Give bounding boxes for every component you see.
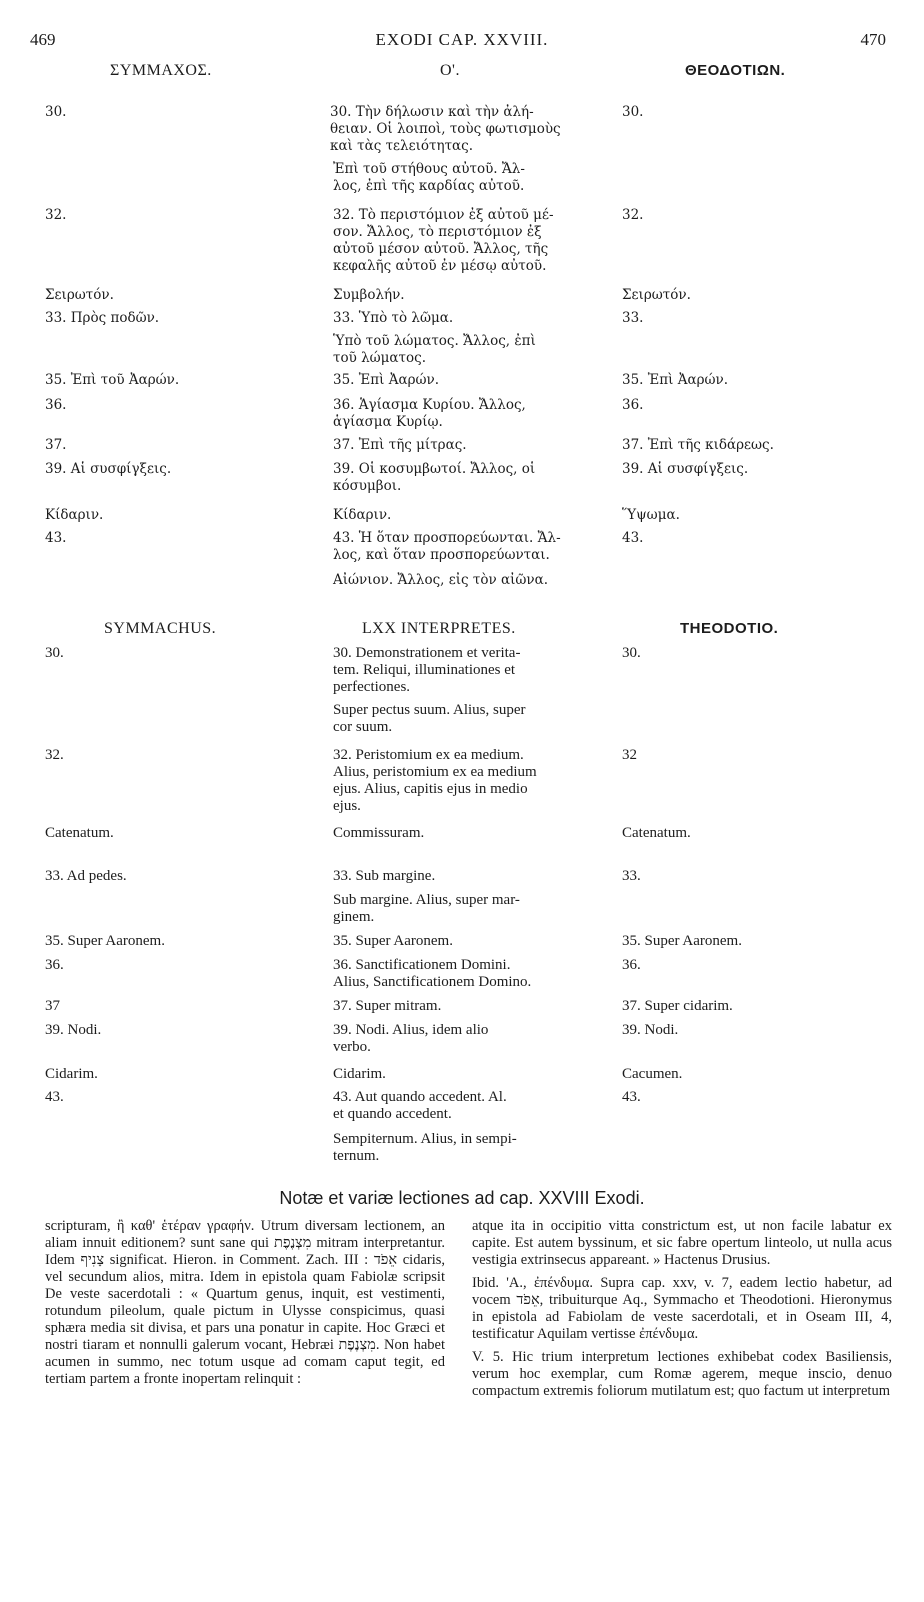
latin-sym-entry: 43. [45,1089,64,1105]
latin-lxx-entry: 32. Peristomium ex ea medium. Alius, peristomium ex ea medium ejus. Alius, capitis ejus in medio ejus. [333,747,537,814]
latin-symmachus-heading: SYMMACHUS. [104,620,217,637]
latin-lxx-entry: 35. Super Aaronem. [333,933,453,949]
greek-lxx-entry: Συμβολήν. [333,287,405,303]
greek-symmachus-heading: ΣΥΜΜΑΧΟΣ. [110,62,212,79]
page-number-left: 469 [30,30,56,49]
latin-lxx-entry: 43. Aut quando accedent. Al. et quando accedent. [333,1089,507,1122]
latin-sym-entry: 30. [45,645,64,661]
greek-sym-entry: 39. Αἱ συσφίγξεις. [45,461,172,477]
latin-lxx-entry: 36. Sanctificationem Domini. Alius, Sanctificationem Domino. [333,957,532,990]
notes-title: Notæ et variæ lectiones ad cap. XXVIII Exodi. [279,1188,645,1208]
greek-theo-entry: Σειρωτόν. [622,287,691,303]
latin-sym-entry: 39. Nodi. [45,1022,102,1038]
latin-lxx-entry: Cidarim. [333,1066,386,1082]
latin-sym-entry: Catenatum. [45,825,114,841]
latin-theo-entry: 39. Nodi. [622,1022,679,1038]
latin-sym-entry: Cidarim. [45,1066,98,1082]
notes-paragraph: atque ita in occipitio vitta constrictum est, ut non facile labatur ex capite. Est autem byssinum, et sic fabre opertum linteolo, ut nulla acus vestigia extrinsecus appareant. » Hactenus Drusius. [472,1218,892,1268]
greek-theo-entry: 35. Ἐπὶ Ἀαρών. [622,372,729,388]
greek-lxx-entry: Κίδαριν. [333,507,392,523]
notes-paragraph: Ibid. 'A., ἐπένδυμα. Supra cap. xxv, v. 7, eadem lectio habetur, ad vocem אֵפֹד, tribuiturque Aq., Symmacho et Theodotioni. Hieronymus in epistola ad Fabiolam de veste sacerdotali, et in Oseam III, 4, testificatur Aquilam vertisse ἐπένδυμα. [472,1275,892,1342]
latin-theo-entry: Catenatum. [622,825,691,841]
greek-lxx-entry: 35. Ἐπὶ Ἀαρών. [333,372,440,388]
latin-theo-entry: 36. [622,957,641,973]
greek-lxx-entry: 39. Οἱ κοσυμβωτοί. Ἄλλος, οἱ κόσυμβοι. [333,461,536,494]
notes-right-column [472,1218,892,1406]
latin-lxx-entry: Super pectus suum. Alius, super cor suum. [333,702,526,735]
greek-sym-entry: 43. [45,530,67,546]
latin-lxx-entry: 39. Nodi. Alius, idem alio verbo. [333,1022,489,1055]
greek-sym-entry: 30. [45,104,67,120]
latin-sym-entry: 33. Ad pedes. [45,868,127,884]
greek-theo-entry: 36. [622,397,644,413]
latin-lxx-entry: 33. Sub margine. [333,868,436,884]
latin-sym-entry: 32. [45,747,64,763]
latin-sym-entry: 36. [45,957,64,973]
greek-sym-entry: 32. [45,207,67,223]
notes-paragraph: V. 5. Hic trium interpretum lectiones exhibebat codex Basiliensis, verum hoc exemplar, cum Romæ agerem, meque inscio, denuo compactum extremis foliorum mutilatum est; quo factum ut interpretum [472,1349,892,1399]
latin-lxx-heading: LXX INTERPRETES. [362,620,516,637]
latin-theo-entry: Cacumen. [622,1066,683,1082]
running-title: EXODI CAP. XXVIII. [375,30,549,49]
latin-theo-entry: 30. [622,645,641,661]
greek-lxx-entry: Ἐπὶ τοῦ στήθους αὐτοῦ. Ἄλ- λος, ἐπὶ τῆς καρδίας αὐτοῦ. [333,161,525,194]
greek-theo-entry: 32. [622,207,644,223]
latin-theo-entry: 37. Super cidarim. [622,998,733,1014]
greek-lxx-entry: Ὑπὸ τοῦ λώματος. Ἄλλος, ἐπὶ τοῦ λώματος. [333,333,536,366]
greek-sym-entry: 35. Ἐπὶ τοῦ Ἀαρών. [45,372,180,388]
greek-sym-entry: 36. [45,397,67,413]
greek-lxx-entry: 30. Τὴν δήλωσιν καὶ τὴν ἀλή- θειαν. Οἱ λοιποὶ, τοὺς φωτισμοὺς καὶ τὰς τελειότητας. [330,104,561,154]
greek-sym-entry: 33. Πρὸς ποδῶν. [45,310,160,326]
greek-theo-entry: 39. Αἱ συσφίγξεις. [622,461,749,477]
greek-lxx-entry: 32. Τὸ περιστόμιον ἐξ αὐτοῦ μέ- σον. Ἄλλος, τὸ περιστόμιον ἐξ αὐτοῦ μέσον αὐτοῦ. Ἄλλος, τῆς κεφαλῆς αὐτοῦ ἐν μέσῳ αὐτοῦ. [333,207,554,274]
latin-lxx-entry: 30. Demonstrationem et verita- tem. Reliqui, illuminationes et perfectiones. [333,645,521,695]
greek-lxx-entry: 36. Ἁγίασμα Κυρίου. Ἄλλος, ἁγίασμα Κυρίῳ. [333,397,526,430]
greek-lxx-entry: 43. Ἡ ὅταν προσπορεύωνται. Ἄλ- λος, καὶ ὅταν προσπορεύωνται. [333,530,561,563]
page-number-right: 470 [860,30,886,49]
latin-lxx-entry: Commissuram. [333,825,425,841]
greek-lxx-entry: Αἰώνιον. Ἄλλος, εἰς τὸν αἰῶνα. [333,572,549,588]
latin-theodotion-heading: THEODOTIO. [680,620,779,637]
greek-lxx-entry: 33. Ὑπὸ τὸ λῶμα. [333,310,454,326]
greek-theo-entry: 43. [622,530,644,546]
notes-left-column [45,1218,445,1394]
latin-lxx-entry: Sempiternum. Alius, in sempi- ternum. [333,1131,517,1164]
latin-lxx-entry: Sub margine. Alius, super mar- ginem. [333,892,520,925]
notes-paragraph: scripturam, ἢ καθ' ἑτέραν γραφήν. Utrum diversam lectionem, an aliam innuit editionem? sunt sane qui מִצְנֶפֶת mitram interpretantur. Idem צָנִיף significat. Hieron. in Comment. Zach. III : אֵפֹד cidaris, vel secundum alios, mitra. Idem in epistola quam Fabiolæ scripsit De veste sacerdotali : « Quartum genus, inquit, est vestimenti, rotundum pileolum, quale pictum in Ulysse conspicimus, quasi sphæra media sit divisa, et pars una ponatur in capite. Hoc Græci et nostri tiaram et nonnulli galerum vocant, Hebræi מִצְנֶפֶת. Non habet acumen in summo, nec totum usque ad comam caput tegit, ed tertiam partem a fronte inopertam relinquit : [45,1218,446,1387]
greek-sym-entry: Κίδαριν. [45,507,104,523]
greek-sym-entry: 37. [45,437,67,453]
latin-sym-entry: 37 [45,998,60,1014]
greek-lxx-heading: Ο'. [440,62,460,79]
greek-lxx-entry: 37. Ἐπὶ τῆς μίτρας. [333,437,467,453]
greek-theodotion-heading: ΘΕΟΔΟΤΙΩΝ. [685,62,786,79]
greek-theo-entry: 33. [622,310,644,326]
latin-theo-entry: 43. [622,1089,641,1105]
latin-sym-entry: 35. Super Aaronem. [45,933,165,949]
latin-theo-entry: 32 [622,747,637,763]
latin-theo-entry: 35. Super Aaronem. [622,933,742,949]
greek-theo-entry: 30. [622,104,644,120]
greek-theo-entry: Ὕψωμα. [622,507,680,523]
latin-theo-entry: 33. [622,868,641,884]
greek-theo-entry: 37. Ἐπὶ τῆς κιδάρεως. [622,437,774,453]
latin-lxx-entry: 37. Super mitram. [333,998,442,1014]
greek-sym-entry: Σειρωτόν. [45,287,114,303]
